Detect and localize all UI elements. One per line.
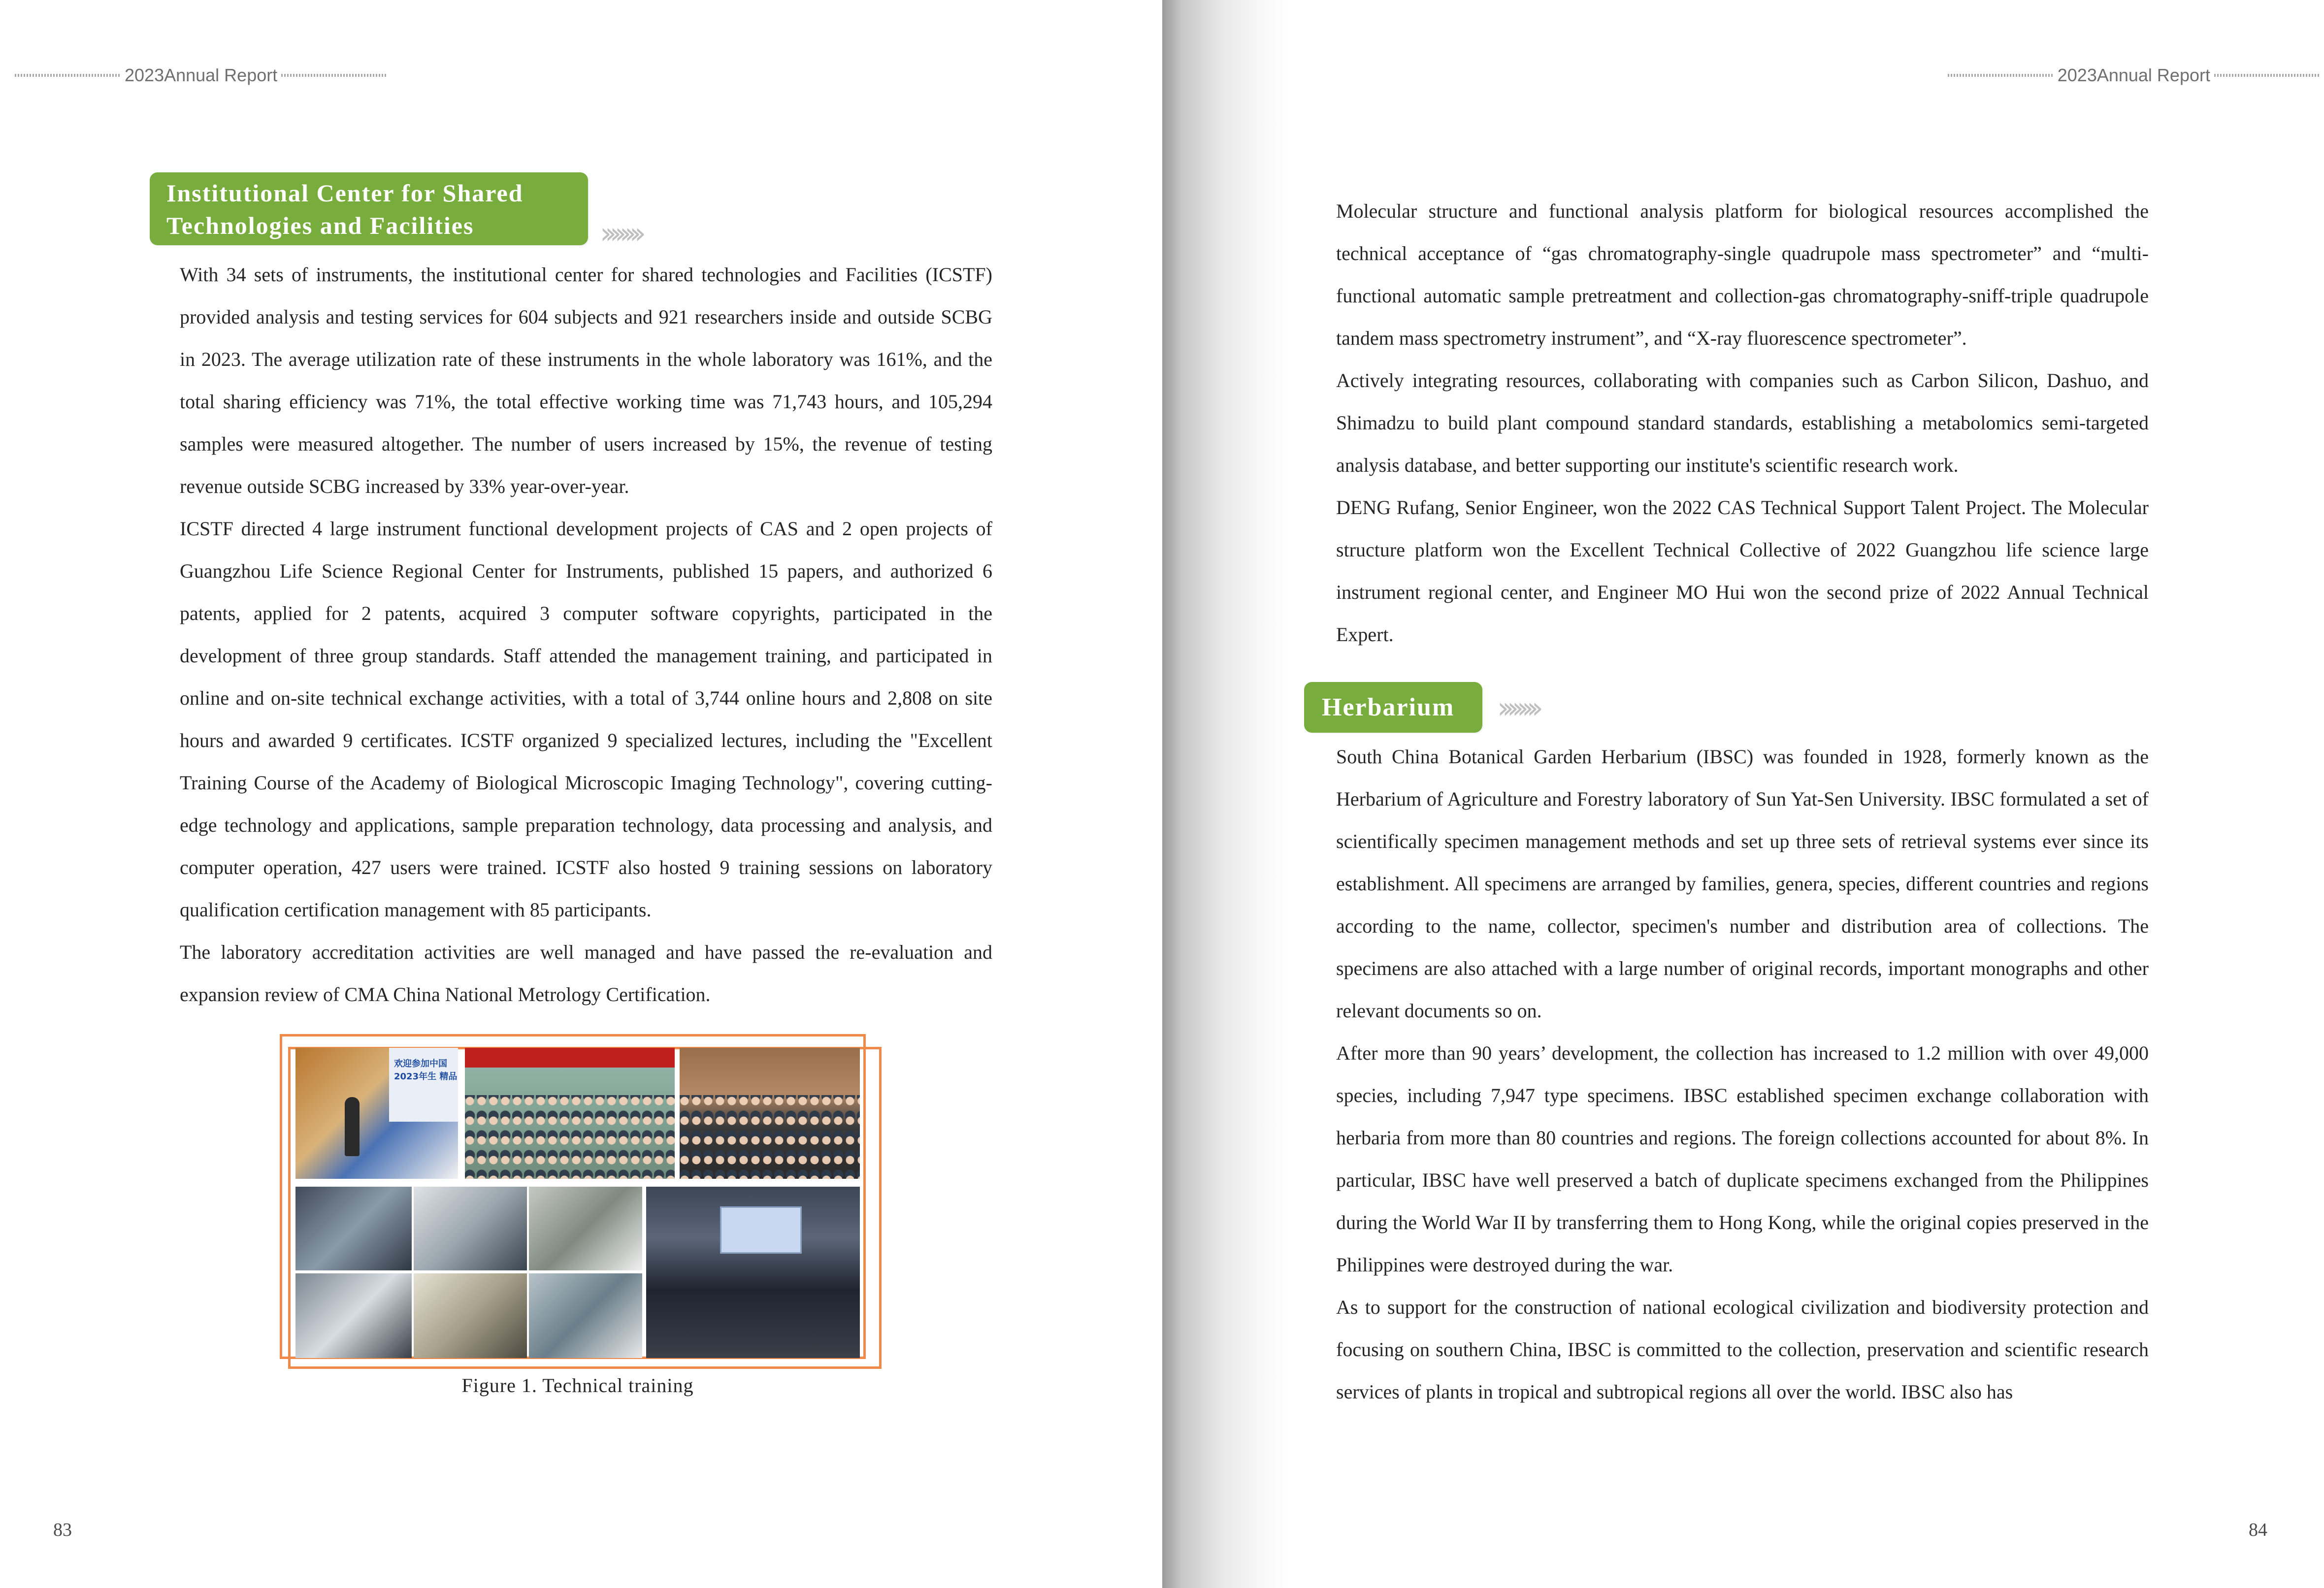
paragraph: Molecular structure and functional analysis platform for biological resources accomplished the technical acceptance of “gas chromatography-single quadrupole mass spectrometer” and “multi-functional automatic sample pretreatment and collection-gas chromatography-sniff-triple quadrupole tandem mass spectrometry instrument”, and “X-ray fluorescence spectrometer”.: [1336, 200, 2149, 349]
section-title-shared-technologies: [150, 172, 588, 245]
photo-lab-training: [414, 1273, 527, 1358]
running-header-right: [1948, 65, 2320, 86]
body-text-left: [180, 254, 992, 1016]
page-number-left: 83: [53, 1520, 72, 1540]
photo-lab-training: [529, 1187, 642, 1270]
paragraph: The laboratory accreditation activities are well managed and have passed the re-evaluation and expansion review of CMA China National Metrology Certification.: [180, 941, 992, 1005]
photo-lecture-hall: [646, 1187, 860, 1358]
paragraph: With 34 sets of instruments, the institutional center for shared technologies and Facilities (ICSTF) provided analysis and testing services for 604 subjects and 921 researchers inside and outside SCBG in 2023. The average utilization rate of these instruments in the whole laboratory was 161%, and the total sharing efficiency was 71%, the total effective working time was 71,743 hours, and 105,294 samples were measured altogether. The number of users increased by 15%, the revenue of testing revenue outside SCBG increased by 33% year-over-year.: [180, 263, 992, 497]
photo-lab-training: [295, 1187, 412, 1270]
section-title-line1: Institutional Center for Shared: [166, 179, 524, 207]
photo-group-banner: [465, 1048, 675, 1179]
page-number-right: 84: [2249, 1520, 2267, 1540]
paragraph: ICSTF directed 4 large instrument functional development projects of CAS and 2 open projects of Guangzhou Life Science Regional Center for Instruments, published 15 papers, and authorized 6 patents, applied for 2 patents, acquired 3 computer software copyrights, participated in the development of three group standards. Staff attended the management training, and participated in online and on-site technical exchange activities, with a total of 3,744 online hours and 2,808 on site hours and awarded 9 certificates. ICSTF organized 9 specialized lectures, including the "Excellent Training Course of the Academy of Biological Microscopic Imaging Technology", covering cutting-edge technology and applications, sample preparation technology, data processing and analysis, and computer operation, 427 users were trained. ICSTF also hosted 9 training sessions on laboratory qualification certification management with 85 participants.: [180, 518, 992, 921]
paragraph: DENG Rufang, Senior Engineer, won the 2022 CAS Technical Support Talent Project. The Molecular structure platform won the Excellent Technical Collective of 2022 Guangzhou life science large instrument regional center, and Engineer MO Hui won the second prize of 2022 Annual Technical Expert.: [1336, 496, 2149, 646]
photo-lecturer-podium: [295, 1048, 458, 1179]
technical-training-photo-collage: [295, 1048, 860, 1358]
header-dots-left: [15, 74, 121, 77]
header-dots-right: [281, 74, 387, 77]
photo-lab-training: [295, 1273, 412, 1358]
running-header-left: [15, 65, 387, 86]
paragraph: South China Botanical Garden Herbarium (IBSC) was founded in 1928, formerly known as the Herbarium of Agriculture and Forestry laboratory of Sun Yat-Sen University. IBSC formulated a set of scientifically specimen management methods and set up three sets of retrieval systems ever since its establishment. All specimens are arranged by families, genera, species, different countries and regions according to the name, collector, specimen's number and distribution area of collections. The specimens are also attached with a large number of original records, important monographs and other relevant documents so on.: [1336, 745, 2149, 1022]
photo-screen-text: 欢迎参加中国 2023年生 精品: [394, 1059, 458, 1082]
paragraph: As to support for the construction of national ecological civilization and biodiversity protection and focusing on southern China, IBSC is committed to the collection, preservation and scientific research services of plants in tropical and subtropical regions all over the world. IBSC also has: [1336, 1296, 2149, 1403]
header-title-right: 2023Annual Report: [2057, 65, 2210, 85]
chevron-arrows-icon: ››››››››: [1497, 691, 1537, 725]
header-dots-left: [1948, 74, 2054, 77]
photo-crowd: [680, 1095, 860, 1179]
photo-speaker: [345, 1097, 360, 1156]
photo-group-outdoor: [680, 1048, 860, 1179]
body-text-right-bottom: [1336, 736, 2149, 1413]
section-title-line2: Technologies and Facilities: [166, 212, 474, 239]
photo-lab-training: [414, 1187, 527, 1270]
photo-lab-training: [529, 1273, 642, 1358]
figure-caption: Figure 1. Technical training: [461, 1374, 694, 1396]
paragraph: Actively integrating resources, collaborating with companies such as Carbon Silicon, Dashuo, and Shimadzu to build plant compound standard standards, establishing a metabolomics semi-targeted analysis database, and better supporting our institute's scientific research work.: [1336, 369, 2149, 476]
section-title-herbarium: Herbarium: [1304, 682, 1482, 733]
body-text-right-top: [1336, 190, 2149, 656]
photo-presentation-slide: [720, 1206, 802, 1254]
photo-crowd: [465, 1095, 675, 1179]
header-title-left: 2023Annual Report: [125, 65, 278, 85]
chevron-arrows-icon: ››››››››: [600, 216, 639, 251]
paragraph: After more than 90 years’ development, the collection has increased to 1.2 million with over 49,000 species, including 7,947 type specimens. IBSC established specimen exchange collaboration with herbaria from more than 80 countries and regions. The foreign collections accounted for about 8%. In particular, IBSC have well preserved a batch of duplicate specimens exchanged from the Philippines during the World War II by transferring them to Hong Kong, while the original copies preserved in the Philippines were destroyed during the war.: [1336, 1042, 2149, 1276]
photo-projection-screen: [389, 1048, 458, 1122]
header-dots-right: [2214, 74, 2320, 77]
